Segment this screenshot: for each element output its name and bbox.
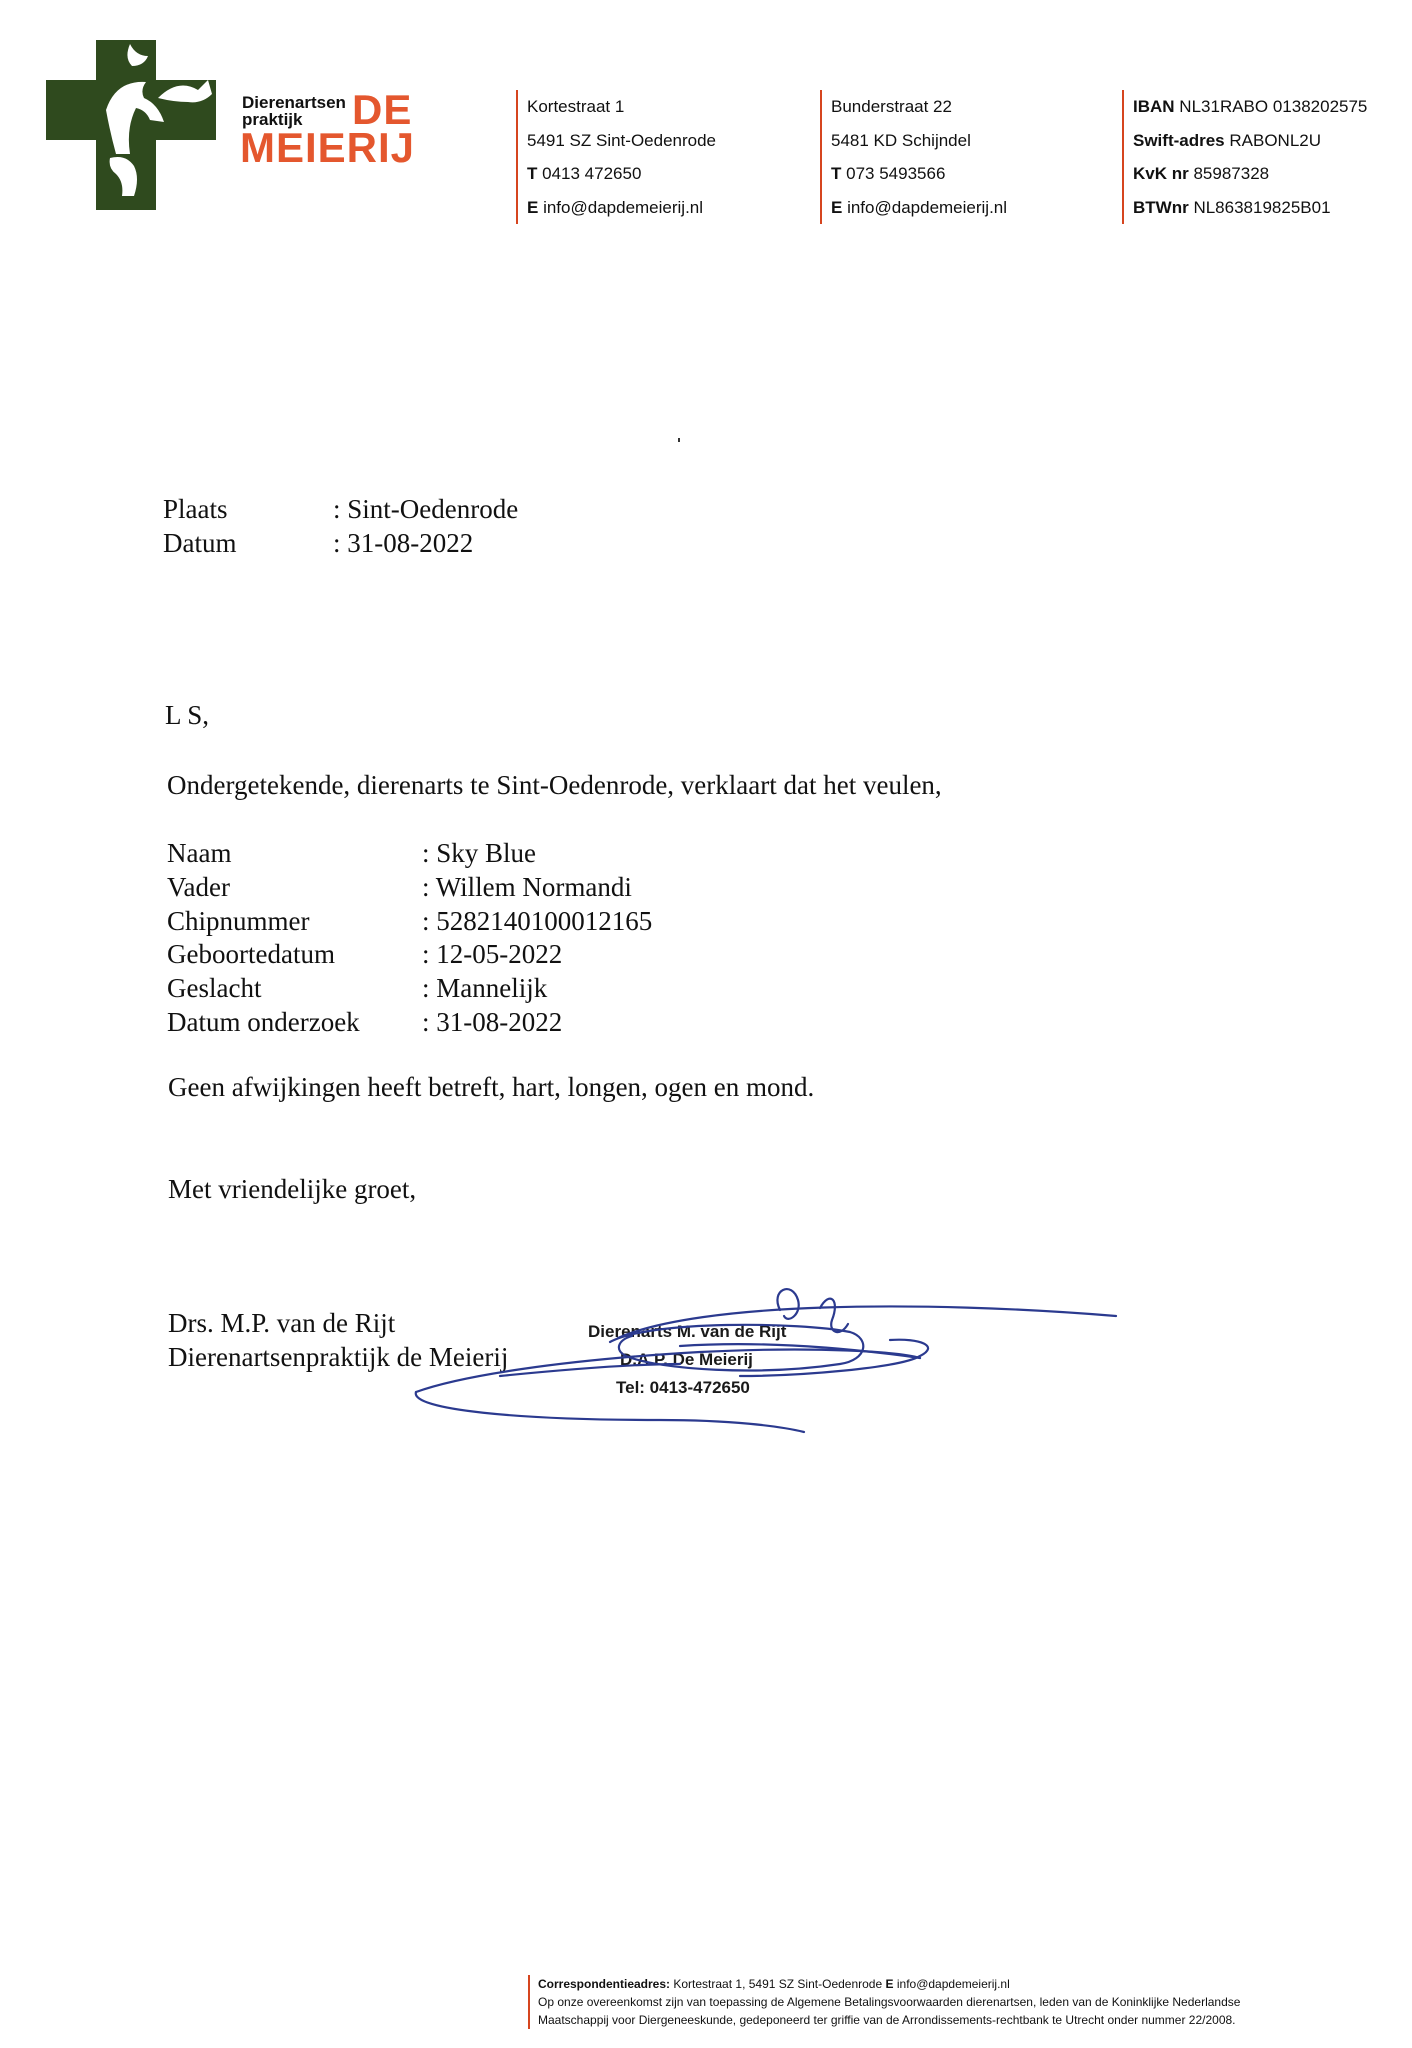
salutation: L S, bbox=[165, 700, 210, 730]
footer-address-line: Correspondentieadres: Kortestraat 1, 5491 SZ Sint-Oedenrode E info@dapdemeierij.nl bbox=[538, 1977, 1010, 1991]
detail-label: Naam bbox=[167, 838, 232, 868]
detail-value: : 31-08-2022 bbox=[422, 1007, 563, 1037]
detail-label: Chipnummer bbox=[167, 905, 310, 936]
detail-value: : Sky Blue bbox=[422, 838, 537, 868]
signer-organisation: Dierenartsenpraktijk de Meierij bbox=[168, 1342, 509, 1372]
closing-greeting: Met vriendelijke groet, bbox=[168, 1174, 417, 1204]
detail-label: Datum onderzoek bbox=[167, 1007, 360, 1037]
scan-speck bbox=[678, 438, 680, 442]
detail-label: Geslacht bbox=[167, 973, 262, 1004]
meta-date-label: Datum bbox=[163, 528, 237, 558]
meta-date-value: : 31-08-2022 bbox=[333, 528, 474, 558]
brand-line-praktijk: praktijk bbox=[242, 110, 303, 129]
address-street: Bunderstraat 22 bbox=[831, 97, 952, 116]
finding-sentence: Geen afwijkingen heeft betreft, hart, longen, ogen en mond. bbox=[168, 1072, 815, 1102]
stamp-line-phone: Tel: 0413-472650 bbox=[616, 1378, 750, 1397]
company-btw: BTWnr NL863819825B01 bbox=[1133, 197, 1331, 217]
address-phone: T 073 5493566 bbox=[831, 164, 946, 183]
address-phone: T 0413 472650 bbox=[527, 164, 642, 183]
footer-email[interactable]: info@dapdemeierij.nl bbox=[893, 1977, 1010, 1991]
address-email[interactable]: E info@dapdemeierij.nl bbox=[831, 197, 1008, 217]
footer-correspondence bbox=[528, 1975, 1240, 2029]
footer-terms-line-2: Maatschappij voor Diergeneeskunde, gedeponeerd ter griffie van de Arrondissements-rechtbank te Utrecht onder nummer 22/2008. bbox=[538, 2013, 1236, 2027]
stamp-line-vet: Dierenarts M. van de Rijt bbox=[588, 1322, 787, 1341]
meta-place-value: : Sint-Oedenrode bbox=[333, 494, 519, 524]
address-email[interactable]: E info@dapdemeierij.nl bbox=[527, 197, 704, 217]
footer-terms-line-1: Op onze overeenkomst zijn van toepassing de Algemene Betalingsvoorwaarden dierenartsen, leden van de Koninklijke Nederlandse bbox=[538, 1995, 1241, 2009]
brand-wordmark-small bbox=[242, 94, 346, 128]
address-city: 5491 SZ Sint-Oedenrode bbox=[527, 130, 717, 150]
address-schijndel bbox=[820, 90, 1007, 224]
address-sint-oedenrode bbox=[516, 90, 716, 224]
detail-label: Geboortedatum bbox=[167, 939, 335, 970]
intro-sentence: Ondergetekende, dierenarts te Sint-Oedenrode, verklaart dat het veulen, bbox=[167, 770, 942, 800]
address-city: 5481 KD Schijndel bbox=[831, 130, 971, 150]
detail-value: : 528214010001​2165 bbox=[422, 905, 653, 936]
meta-place-label: Plaats bbox=[163, 494, 228, 524]
stamp-line-practice: D.A.P. De Meierij bbox=[620, 1350, 753, 1369]
handwritten-signature bbox=[400, 1280, 1130, 1440]
brand-line-dierenartsen: Dierenartsen bbox=[242, 93, 346, 112]
company-swift: Swift-adres RABONL2U bbox=[1133, 130, 1322, 150]
detail-value: : 12-05-2022 bbox=[422, 939, 563, 970]
company-iban: IBAN NL31RABO 0138202575 bbox=[1133, 97, 1368, 116]
detail-value: : Mannelijk bbox=[422, 973, 548, 1004]
signer-name: Drs. M.P. van de Rijt bbox=[168, 1308, 396, 1338]
brand-meierij: MEIERIJ bbox=[240, 124, 416, 171]
company-details bbox=[1122, 90, 1367, 224]
detail-value: : Willem Normandi bbox=[422, 871, 632, 902]
detail-label: Vader bbox=[167, 871, 230, 902]
address-street: Kortestraat 1 bbox=[527, 97, 625, 116]
brand-de: DE bbox=[352, 86, 413, 133]
practice-logo bbox=[46, 40, 226, 220]
company-kvk: KvK nr 85987328 bbox=[1133, 164, 1270, 183]
